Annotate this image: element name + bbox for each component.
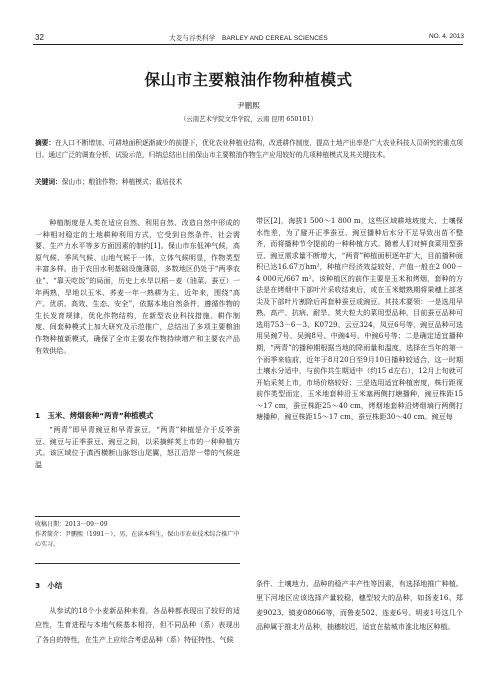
article-title: 保山市主要粮油作物种植模式 — [144, 71, 353, 89]
section-1-paragraph: “两青”即早青豌豆和早青蚕豆，“两青”种植是介于反季蚕豆、豌豆与正季蚕豆、豌豆之间，以采摘鲜荚上市的一种种植方式。该区域位于滇西横断山脉怒山尾翼，怒江沿岸一带的气候进温 — [35, 425, 240, 469]
section-1-heading: 1 玉米、烤烟套种“两青”种植模式 — [35, 411, 154, 420]
section-3-column — [35, 604, 240, 647]
divider-rule — [35, 563, 240, 564]
section-3-heading: 3 小结 — [35, 581, 63, 590]
page-header — [0, 0, 497, 44]
right-bottom-column — [256, 577, 463, 634]
journal-name: 大麦与谷类科学 BARLEY AND CEREAL SCIENCES — [169, 35, 328, 42]
issue-number: NO. 4. 2013 — [428, 33, 464, 40]
header-rule — [33, 44, 463, 45]
footnote-author: 作者简介：尹鹏熙（1991－），男，在读本科生，保山市农业技术综合推广中心实习。 — [35, 531, 240, 548]
author-name: 尹鹏熙 — [237, 101, 260, 110]
keywords — [35, 177, 463, 188]
keywords-label: 关键词： — [35, 178, 62, 186]
section-3-paragraph: 从参试的18个小麦新品种来看，各品种都表现出了较好的适应性，生育进程与本地气候基本相符，但不同品种（系）表现出了各自的特性，在生产上应综合考虑品种（系）特征特性、气候 — [35, 606, 240, 644]
abstract-text: 在人口不断增加、可耕地面积逐渐减少的前提下，优化农业种植业结构，改进耕作制度，提高土地产出率是广大农业科技人员研究的重点项目。通过广泛的调查分析，试验示范，归纳总结出目前保山市主要粮油作物生产应用较好的几项种植模式及其关键技术。 — [35, 139, 463, 159]
section-1-column — [35, 424, 240, 470]
footnote-rule — [35, 516, 240, 517]
right-column — [256, 215, 463, 423]
abstract-label: 摘要： — [35, 139, 56, 147]
intro-paragraph: 种植制度是人类在适应自然、利用自然、改造自然中形成的一种相对稳定的土地耕种利用方式，它受到自然条件、社会需要、生产力水平等多方面因素的制约[1]。保山市东低神气候，高原气候、季风气候、山地气候于一体，立体气候明显，作物类型丰富多样。由于农田水利基础设施薄弱，多数地区仍处于“两季农业”、“靠天吃饭”的局面，历史上水旱以稻－麦（油菜、蚕豆）一年两熟，旱地以玉米、荞麦一年一熟耕为主。近年来，围绕“高产、优质、高效、生态、安全”，依据本地自然条件，遵循作物的生长发育规律，优化作物结构，在新型农业科技措施、耕作制度、间套种模式上加大研究及示范推广，总结出了多项主要粮油作物种植新模式，确保了全市主要农作物持续增产和主要农产品有效供给。 — [35, 218, 240, 355]
intro-column — [35, 217, 240, 356]
page-number: 32 — [35, 33, 44, 42]
keywords-text: 保山市；粮油作物；种植模式；栽培技术 — [61, 178, 183, 186]
author-affiliation: （云南艺术学院文华学院，云南 昆明 650101） — [179, 115, 318, 123]
footnote — [35, 520, 240, 550]
right-bottom-paragraph: 条件、土壤地力、品种的稳产丰产性等因素，有选择地推广种植。里下河地区应该选择产量较稳，穗型较大的品种，如扬麦16、郑麦9023、镇麦08066等，而鲁麦502、连麦6号、明麦1号这几个品种属于推北片品种，抽穗较迟，适宜在盐城市淮北地区种植。 — [256, 579, 463, 631]
footnote-received: 收稿日期：2013－09－09 — [35, 521, 108, 528]
right-main-paragraph: 带区[2]，海拔1 500～1 800 m，这些区域耕地坡度大、土壤保水性差，为了避开正季蚕豆、豌豆播种后水分不足导致出苗不整齐，而将播种节令提前的一种种植方式。随着人们对鲜食菜用型蚕豆、豌豆需求量不断增大，“两青”种植面积逐年扩大，目前播种面积已达16.67万hm²，种植户经济效益较好，产值一般在2 000－4 000元/667 m²。该种植区的前作主要是玉米和烤烟，套种的方法是在烤烟中下部叶片采收结束后，或在玉米蜡熟期将果穗上部茎尖及下部叶片割除后再套种蚕豆或豌豆。其技术要领：一是选用早熟、高产、抗病、耐旱、荚大粒大的菜用型品种，目前蚕豆品种可选用753－6－3、K0729、云豆324，凤豆6号等，豌豆品种可选用吴豌7号、吴豌8号、中豌4号、中豌6号等；二是确定适宜播种期，“两青”的播种期根据当地的降雨量和温度，选择在当年的第一个雨季来临前，近年于8月20日至9月10日播种较适合，这一时期土壤水分适中，与前作共生期适中（约15 d左右），12月上旬就可开始采荚上市，市场价格较好；三是选用适宜种植密度，株行距视前作类型而定，玉米地套种沿玉米塞两侧打塘播种，豌豆株距15～17 cm，蚕豆株距25～40 cm，烤烟地套种沿烤烟墒行两侧打塘播种，豌豆株距15～17 cm，蚕豆株距30～40 cm。豌豆每 — [256, 216, 463, 422]
abstract — [35, 138, 463, 161]
